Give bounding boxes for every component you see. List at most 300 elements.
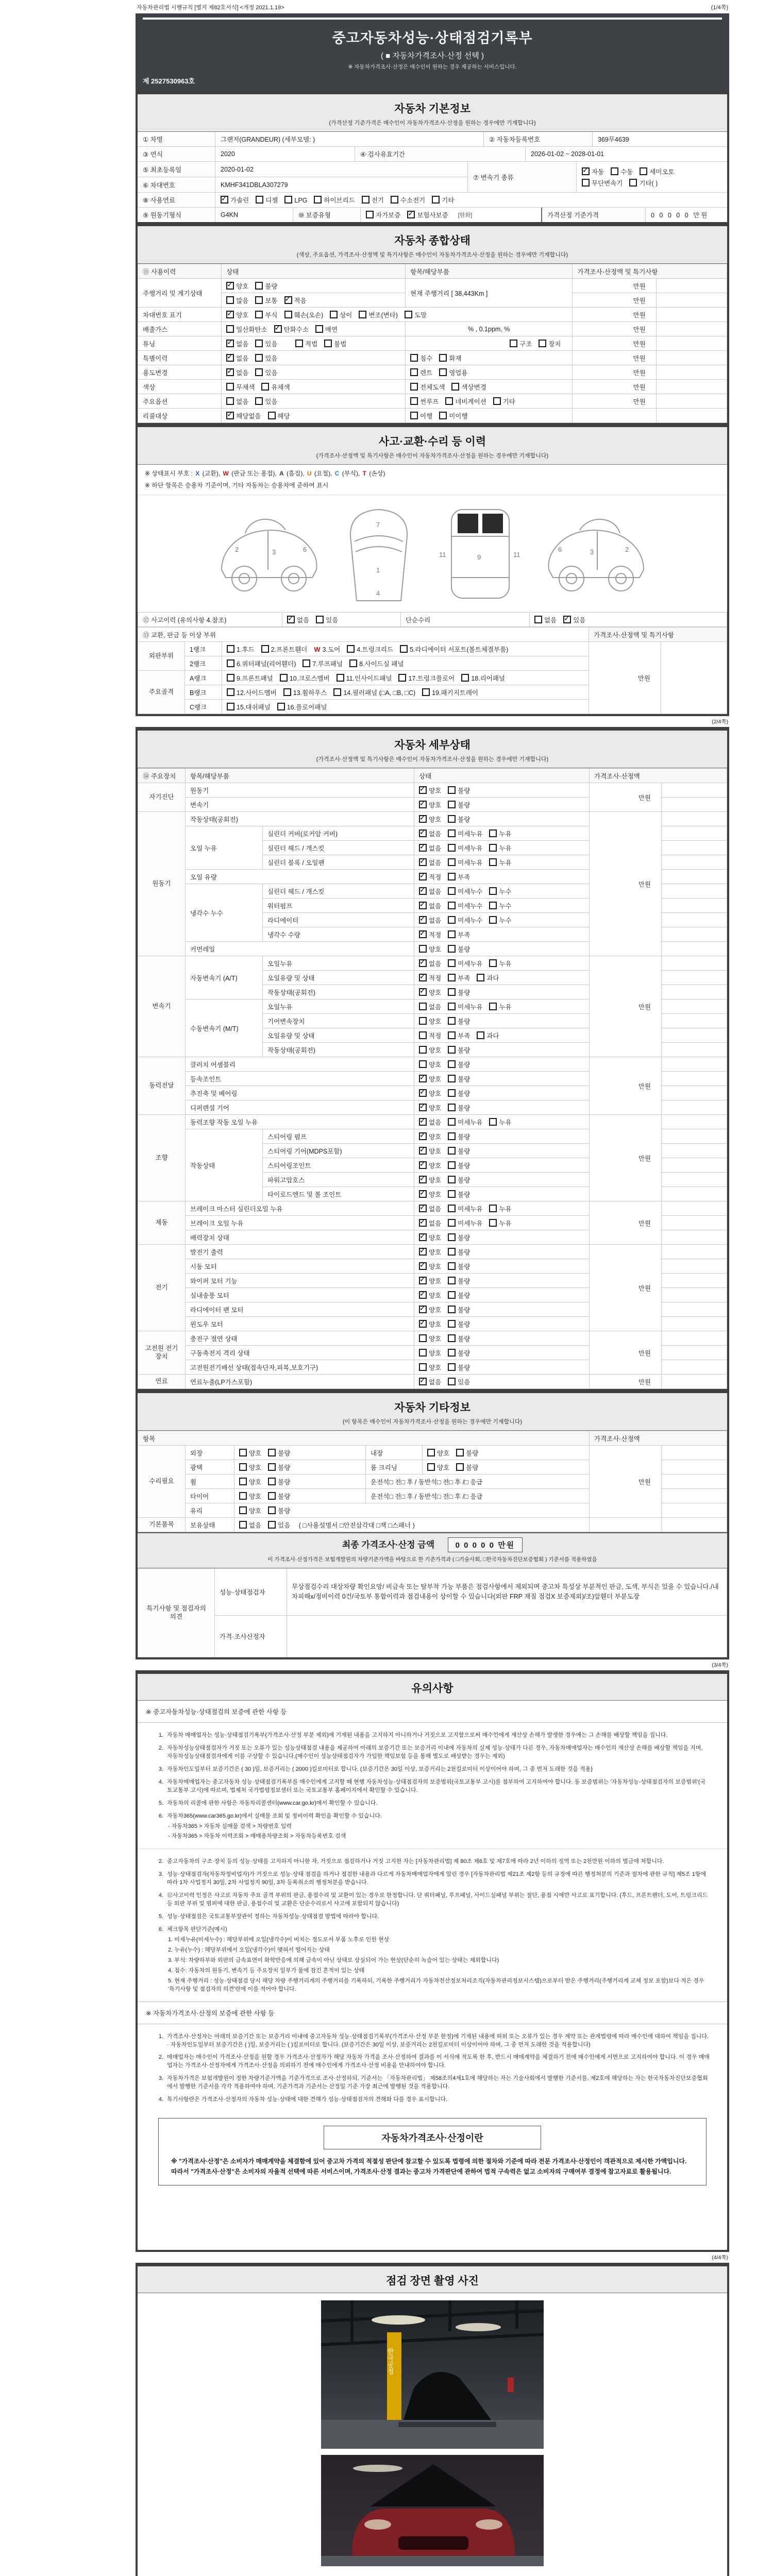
checkbox-option[interactable] [239,1520,261,1530]
checkbox-option[interactable] [239,1463,261,1472]
checkbox-option[interactable] [419,1132,441,1141]
checkbox-icon[interactable] [448,873,456,880]
checkbox-option[interactable] [448,1016,470,1026]
checkbox-checked-icon[interactable] [563,616,571,623]
panel-item[interactable] [227,702,271,711]
checkbox-option[interactable] [295,339,317,348]
checkbox-option[interactable] [448,1060,470,1069]
checkbox-option[interactable] [362,195,384,205]
checkbox-checked-icon[interactable] [419,1219,427,1227]
checkbox-option[interactable] [448,1161,470,1170]
checkbox-icon[interactable] [227,645,234,653]
checkbox-checked-icon[interactable] [419,1147,427,1155]
checkbox-option[interactable] [489,858,511,867]
checkbox-icon[interactable] [448,988,456,996]
checkbox-icon[interactable] [489,1205,497,1212]
checkbox-option[interactable] [493,397,515,406]
checkbox-checked-icon[interactable] [419,959,427,967]
checkbox-option[interactable] [510,339,532,348]
checkbox-option[interactable] [456,1448,478,1458]
checkbox-checked-icon[interactable] [419,988,427,996]
checkbox-icon[interactable] [489,1219,497,1227]
car-side-right-diagram[interactable] [543,500,651,606]
checkbox-icon[interactable] [226,325,234,333]
checkbox-option[interactable] [419,1218,441,1228]
checkbox-icon[interactable] [448,930,456,938]
checkbox-option[interactable] [640,167,674,176]
checkbox-option[interactable] [226,411,261,420]
checkbox-checked-icon[interactable] [582,167,590,175]
checkbox-checked-icon[interactable] [226,340,234,347]
checkbox-checked-icon[interactable] [419,815,427,823]
checkbox-checked-icon[interactable] [419,1075,427,1082]
checkbox-option[interactable] [448,1348,470,1358]
checkbox-option[interactable] [419,1233,441,1242]
checkbox-option[interactable] [489,901,511,910]
checkbox-option[interactable] [419,1103,441,1112]
checkbox-option[interactable] [448,1132,470,1141]
checkbox-option[interactable] [359,310,398,319]
checkbox-icon[interactable] [333,688,341,696]
checkbox-option[interactable] [477,973,499,982]
checkbox-icon[interactable] [349,659,357,667]
checkbox-checked-icon[interactable] [419,1262,427,1270]
checkbox-icon[interactable] [419,1046,427,1054]
checkbox-option[interactable] [316,615,338,624]
checkbox-option[interactable] [226,310,248,319]
checkbox-option[interactable] [448,887,482,896]
checkbox-icon[interactable] [283,688,291,696]
checkbox-checked-icon[interactable] [419,844,427,852]
checkbox-icon[interactable] [448,1378,456,1385]
checkbox-checked-icon[interactable] [419,1161,427,1169]
checkbox-option[interactable] [419,1175,441,1184]
checkbox-option[interactable] [419,872,441,882]
checkbox-option[interactable] [410,382,445,392]
checkbox-icon[interactable] [448,1104,456,1111]
checkbox-checked-icon[interactable] [419,887,427,895]
panel-item[interactable] [227,688,277,697]
checkbox-icon[interactable] [448,1219,456,1227]
checkbox-icon[interactable] [261,383,269,391]
checkbox-option[interactable] [419,1204,441,1213]
checkbox-option[interactable] [448,1291,470,1300]
checkbox-icon[interactable] [448,1349,456,1357]
checkbox-option[interactable] [419,887,441,896]
checkbox-option[interactable] [439,353,461,363]
checkbox-option[interactable] [448,1305,470,1314]
checkbox-option[interactable] [419,916,441,925]
checkbox-icon[interactable] [239,1463,247,1471]
checkbox-icon[interactable] [448,1262,456,1270]
panel-item[interactable] [227,673,273,683]
checkbox-icon[interactable] [448,1017,456,1025]
checkbox-icon[interactable] [255,296,263,304]
checkbox-checked-icon[interactable] [407,211,415,218]
checkbox-option[interactable] [448,1319,470,1329]
checkbox-icon[interactable] [359,311,366,318]
checkbox-option[interactable] [261,382,290,392]
checkbox-checked-icon[interactable] [419,916,427,924]
checkbox-option[interactable] [489,1218,511,1228]
checkbox-checked-icon[interactable] [419,873,427,880]
panel-item[interactable] [314,645,340,654]
checkbox-icon[interactable] [448,902,456,909]
checkbox-option[interactable] [255,368,277,377]
checkbox-icon[interactable] [489,887,497,895]
checkbox-icon[interactable] [227,688,234,696]
checkbox-icon[interactable] [227,703,234,710]
checkbox-icon[interactable] [489,902,497,909]
checkbox-option[interactable] [427,1448,449,1458]
checkbox-option[interactable] [448,1247,470,1257]
checkbox-option[interactable] [284,196,307,204]
checkbox-icon[interactable] [268,1449,276,1456]
panel-item[interactable] [227,659,296,668]
checkbox-icon[interactable] [261,645,269,653]
checkbox-option[interactable] [419,1190,441,1199]
checkbox-icon[interactable] [448,1248,456,1256]
checkbox-option[interactable] [407,210,448,219]
panel-item[interactable] [349,659,404,668]
checkbox-option[interactable] [226,281,248,291]
checkbox-option[interactable] [419,1334,441,1343]
checkbox-option[interactable] [448,1089,470,1098]
checkbox-icon[interactable] [439,368,447,376]
checkbox-option[interactable] [419,1377,441,1386]
checkbox-option[interactable] [239,1477,261,1486]
checkbox-icon[interactable] [268,1463,276,1471]
checkbox-option[interactable] [448,1334,470,1343]
checkbox-checked-icon[interactable] [284,296,292,304]
checkbox-icon[interactable] [324,340,332,347]
checkbox-option[interactable] [419,988,441,997]
checkbox-option[interactable] [582,178,623,188]
checkbox-option[interactable] [629,178,658,188]
checkbox-option[interactable] [221,195,249,205]
checkbox-option[interactable] [255,310,277,319]
checkbox-option[interactable] [268,1448,290,1458]
checkbox-option[interactable] [419,1262,441,1271]
checkbox-icon[interactable] [398,674,406,682]
checkbox-icon[interactable] [448,959,456,967]
checkbox-option[interactable] [410,411,432,420]
checkbox-option[interactable] [448,901,482,910]
checkbox-checked-icon[interactable] [419,902,427,909]
panel-item[interactable] [283,688,327,697]
checkbox-icon[interactable] [448,1075,456,1082]
checkbox-icon[interactable] [330,311,338,318]
checkbox-icon[interactable] [226,383,234,391]
checkbox-option[interactable] [451,382,486,392]
checkbox-icon[interactable] [448,858,456,866]
checkbox-icon[interactable] [295,340,303,347]
checkbox-option[interactable] [419,843,441,853]
panel-item[interactable] [261,645,308,654]
checkbox-checked-icon[interactable] [419,1205,427,1212]
checkbox-option[interactable] [255,281,277,291]
checkbox-icon[interactable] [400,645,408,653]
panel-item[interactable] [333,688,415,697]
checkbox-icon[interactable] [268,1506,276,1514]
checkbox-icon[interactable] [448,801,456,808]
checkbox-checked-icon[interactable] [419,1176,427,1183]
checkbox-option[interactable] [239,1506,261,1515]
checkbox-option[interactable] [448,786,470,795]
checkbox-icon[interactable] [255,397,263,405]
checkbox-icon[interactable] [427,1463,435,1471]
checkbox-icon[interactable] [226,397,234,405]
checkbox-checked-icon[interactable] [419,1190,427,1198]
checkbox-icon[interactable] [362,196,369,204]
checkbox-checked-icon[interactable] [419,1248,427,1256]
checkbox-icon[interactable] [315,325,323,333]
checkbox-icon[interactable] [489,844,497,852]
checkbox-option[interactable] [419,858,441,867]
checkbox-option[interactable] [582,167,604,176]
checkbox-icon[interactable] [448,1132,456,1140]
checkbox-checked-icon[interactable] [419,1291,427,1299]
checkbox-icon[interactable] [448,1161,456,1169]
checkbox-option[interactable] [287,615,309,624]
checkbox-checked-icon[interactable] [419,1132,427,1140]
checkbox-icon[interactable] [410,368,418,376]
checkbox-option[interactable] [226,382,255,392]
checkbox-option[interactable] [391,195,425,205]
checkbox-checked-icon[interactable] [419,1320,427,1328]
checkbox-icon[interactable] [314,196,322,204]
checkbox-option[interactable] [419,1031,441,1040]
checkbox-option[interactable] [489,1204,511,1213]
checkbox-icon[interactable] [629,179,637,187]
checkbox-option[interactable] [448,1074,470,1083]
checkbox-icon[interactable] [448,786,456,794]
checkbox-icon[interactable] [239,1492,247,1500]
checkbox-option[interactable] [448,872,470,882]
checkbox-option[interactable] [419,1305,441,1314]
checkbox-icon[interactable] [493,397,501,405]
checkbox-option[interactable] [534,615,557,624]
checkbox-icon[interactable] [410,412,418,419]
checkbox-icon[interactable] [268,1478,276,1485]
checkbox-option[interactable] [405,310,427,319]
car-underbody-diagram[interactable] [435,500,525,606]
checkbox-icon[interactable] [366,211,374,218]
checkbox-option[interactable] [419,944,441,954]
checkbox-option[interactable] [448,1204,482,1213]
checkbox-icon[interactable] [422,688,430,696]
checkbox-option[interactable] [419,959,441,968]
checkbox-option[interactable] [419,1247,441,1257]
checkbox-icon[interactable] [280,674,288,682]
checkbox-option[interactable] [419,829,441,838]
panel-item[interactable] [337,673,392,683]
checkbox-checked-icon[interactable] [221,196,228,204]
checkbox-icon[interactable] [448,1118,456,1126]
checkbox-icon[interactable] [448,1031,456,1039]
checkbox-option[interactable] [419,786,441,795]
checkbox-option[interactable] [226,296,248,305]
checkbox-icon[interactable] [445,397,453,405]
checkbox-option[interactable] [448,988,470,997]
checkbox-icon[interactable] [448,1046,456,1054]
checkbox-icon[interactable] [448,815,456,823]
checkbox-icon[interactable] [448,1176,456,1183]
checkbox-icon[interactable] [255,340,263,347]
checkbox-option[interactable] [456,1463,478,1472]
checkbox-option[interactable] [419,1045,441,1055]
checkbox-icon[interactable] [419,1017,427,1025]
checkbox-option[interactable] [445,397,486,406]
panel-item[interactable] [347,645,393,654]
checkbox-option[interactable] [315,325,338,334]
checkbox-option[interactable] [489,843,511,853]
checkbox-option[interactable] [419,815,441,824]
checkbox-option[interactable] [439,368,467,377]
checkbox-icon[interactable] [347,645,355,653]
checkbox-icon[interactable] [284,311,292,318]
checkbox-icon[interactable] [419,1363,427,1371]
checkbox-option[interactable] [419,1276,441,1285]
checkbox-option[interactable] [366,210,400,219]
checkbox-icon[interactable] [239,1506,247,1514]
checkbox-option[interactable] [226,397,248,406]
checkbox-icon[interactable] [419,1060,427,1068]
checkbox-icon[interactable] [239,1521,247,1529]
checkbox-icon[interactable] [534,616,542,623]
checkbox-icon[interactable] [268,412,276,419]
checkbox-option[interactable] [284,310,324,319]
checkbox-icon[interactable] [255,368,263,376]
panel-item[interactable] [280,673,330,683]
checkbox-icon[interactable] [448,1060,456,1068]
checkbox-option[interactable] [448,829,482,838]
panel-item[interactable] [227,645,255,654]
checkbox-icon[interactable] [410,354,418,362]
checkbox-option[interactable] [419,1002,441,1011]
checkbox-icon[interactable] [448,945,456,953]
checkbox-option[interactable] [255,397,277,406]
checkbox-checked-icon[interactable] [419,1277,427,1284]
checkbox-option[interactable] [448,1045,470,1055]
panel-item[interactable] [422,688,478,697]
checkbox-option[interactable] [410,397,439,406]
checkbox-option[interactable] [255,339,277,348]
checkbox-option[interactable] [330,310,352,319]
checkbox-icon[interactable] [456,1463,464,1471]
checkbox-option[interactable] [255,353,277,363]
checkbox-option[interactable] [448,1262,470,1271]
checkbox-option[interactable] [448,1233,470,1242]
checkbox-checked-icon[interactable] [287,616,295,623]
checkbox-option[interactable] [226,325,267,334]
checkbox-option[interactable] [268,1477,290,1486]
checkbox-icon[interactable] [448,1320,456,1328]
panel-item[interactable] [400,645,508,654]
checkbox-icon[interactable] [448,844,456,852]
checkbox-icon[interactable] [451,383,459,391]
checkbox-option[interactable] [419,1074,441,1083]
checkbox-option[interactable] [432,195,454,205]
checkbox-icon[interactable] [448,1205,456,1212]
checkbox-icon[interactable] [448,1277,456,1284]
checkbox-option[interactable] [448,1175,470,1184]
checkbox-option[interactable] [489,887,511,896]
checkbox-icon[interactable] [539,340,546,347]
checkbox-icon[interactable] [226,296,234,304]
checkbox-icon[interactable] [419,1003,427,1010]
checkbox-option[interactable] [419,930,441,939]
checkbox-option[interactable] [239,1448,261,1458]
checkbox-option[interactable] [448,959,482,968]
checkbox-option[interactable] [448,1218,482,1228]
checkbox-option[interactable] [448,815,470,824]
checkbox-option[interactable] [284,296,307,305]
checkbox-option[interactable] [448,843,482,853]
checkbox-option[interactable] [268,411,290,420]
checkbox-icon[interactable] [461,674,469,682]
checkbox-icon[interactable] [439,354,447,362]
checkbox-checked-icon[interactable] [419,1233,427,1241]
checkbox-icon[interactable] [448,1003,456,1010]
checkbox-option[interactable] [448,1276,470,1285]
checkbox-option[interactable] [410,353,432,363]
checkbox-option[interactable] [226,339,248,348]
checkbox-option[interactable] [226,368,248,377]
checkbox-icon[interactable] [391,196,398,204]
checkbox-icon[interactable] [611,167,618,175]
checkbox-option[interactable] [255,296,277,305]
checkbox-icon[interactable] [268,1492,276,1500]
checkbox-checked-icon[interactable] [419,858,427,866]
checkbox-option[interactable] [448,1103,470,1112]
checkbox-icon[interactable] [255,354,263,362]
checkbox-icon[interactable] [477,974,484,981]
checkbox-icon[interactable] [277,703,285,710]
checkbox-option[interactable] [448,973,470,982]
checkbox-icon[interactable] [489,916,497,924]
checkbox-icon[interactable] [284,196,292,204]
checkbox-option[interactable] [268,1520,290,1530]
checkbox-option[interactable] [419,973,441,982]
checkbox-option[interactable] [226,353,248,363]
checkbox-option[interactable] [448,1117,482,1127]
checkbox-option[interactable] [489,959,511,968]
checkbox-icon[interactable] [239,1478,247,1485]
checkbox-option[interactable] [448,1031,470,1040]
checkbox-icon[interactable] [448,1363,456,1371]
checkbox-icon[interactable] [448,1147,456,1155]
checkbox-checked-icon[interactable] [419,1089,427,1097]
checkbox-icon[interactable] [405,311,412,318]
checkbox-option[interactable] [448,800,470,809]
checkbox-checked-icon[interactable] [419,786,427,794]
checkbox-icon[interactable] [227,659,234,667]
checkbox-option[interactable] [448,1002,482,1011]
checkbox-icon[interactable] [255,311,263,318]
car-side-left-diagram[interactable] [214,500,323,606]
panel-item[interactable] [303,659,343,668]
checkbox-icon[interactable] [640,167,647,175]
checkbox-icon[interactable] [489,959,497,967]
checkbox-option[interactable] [489,1117,511,1127]
checkbox-option[interactable] [256,195,278,205]
checkbox-option[interactable] [448,916,482,925]
checkbox-checked-icon[interactable] [226,282,234,290]
checkbox-icon[interactable] [419,1031,427,1039]
checkbox-icon[interactable] [419,1349,427,1357]
checkbox-option[interactable] [427,1463,449,1472]
